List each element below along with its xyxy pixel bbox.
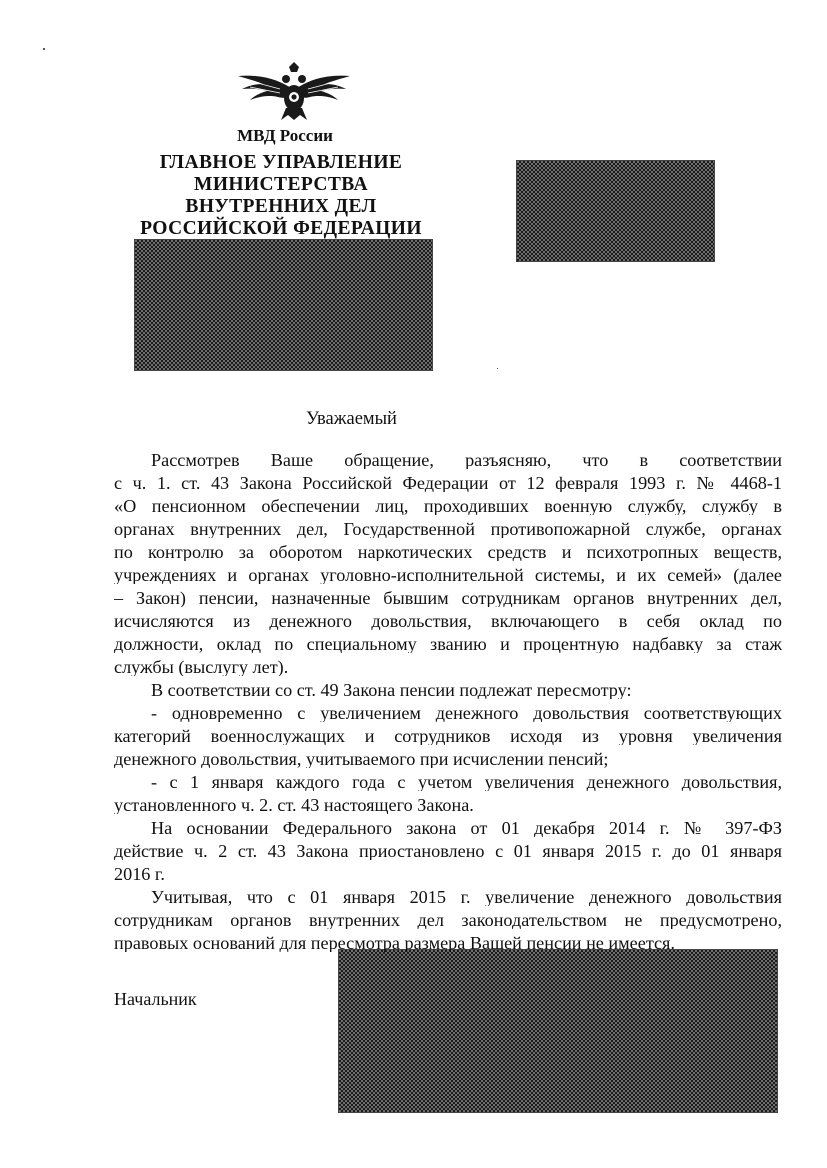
body-text-line: исчисляются из денежного довольствия, включающего в себя оклад по [114,612,782,631]
body-text-line: – Закон) пенсии, назначенные бывшим сотрудникам органов внутренних дел, [114,589,782,608]
body-text-line: Рассмотрев Ваше обращение, разъясняю, что в соответствии [151,451,782,470]
body-text-line: сотрудникам органов внутренних дел законодательством не предусмотрено, [114,911,782,930]
body-text-line: «О пенсионном обеспечении лиц, проходивших военную службу, службу в [114,497,782,516]
body-text-line: категорий военнослужащих и сотрудников исходя из уровня увеличения [114,727,782,746]
redacted-signature [338,949,778,1113]
body-text-line: с ч. 1. ст. 43 Закона Российской Федерации от 12 февраля 1993 г. № 4468-1 [114,474,782,493]
redacted-recipient-address [516,160,715,262]
body-text-line: по контролю за оборотом наркотических средств и психотропных веществ, [114,543,782,562]
body-text-line: правовых оснований для пересмотра размера Вашей пенсии не имеется. [114,934,675,953]
signer-title: Начальник [114,989,197,1009]
body-text-line: учреждениях и органах уголовно-исполнительной системы, и их семей» (далее [114,566,782,585]
organization-name-line: ВНУТРЕННИХ ДЕЛ [185,196,377,217]
body-text-line: действие ч. 2 ст. 43 Закона приостановлено с 01 января 2015 г. до 01 января [114,842,782,861]
body-text-line: 2016 г. [114,865,165,884]
body-text-line: денежного довольствия, учитываемого при исчислении пенсий; [114,750,609,769]
greeting: Уважаемый [306,409,397,429]
body-text-line: Учитывая, что с 01 января 2015 г. увеличение денежного довольствия [151,888,782,907]
eagle-emblem-icon [236,60,352,122]
organization-name-line: РОССИЙСКОЙ ФЕДЕРАЦИИ [140,218,422,239]
organization-name-line: ГЛАВНОЕ УПРАВЛЕНИЕ [159,152,403,173]
body-text-line: На основании Федерального закона от 01 декабря 2014 г. № 397-ФЗ [151,819,782,838]
body-text-line: должности, оклад по специальному званию и процентную надбавку за стаж [114,635,782,654]
scan-speck [43,48,45,50]
scan-speck [497,368,498,369]
body-text-line: - с 1 января каждого года с учетом увеличения денежного довольствия, [151,773,782,792]
ministry-name: МВД России [237,126,333,145]
body-text-line: органах внутренних дел, Государственной противопожарной службе, органах [114,520,782,539]
body-text-line: - одновременно с увеличением денежного довольствия соответствующих [151,704,782,723]
redacted-sender-details [134,239,433,371]
organization-name-line: МИНИСТЕРСТВА [194,174,368,195]
body-text-line: службы (выслугу лет). [114,658,289,677]
body-text-line: установленного ч. 2. ст. 43 настоящего Закона. [114,796,474,815]
body-text-line: В соответствии со ст. 49 Закона пенсии подлежат пересмотру: [151,681,632,700]
